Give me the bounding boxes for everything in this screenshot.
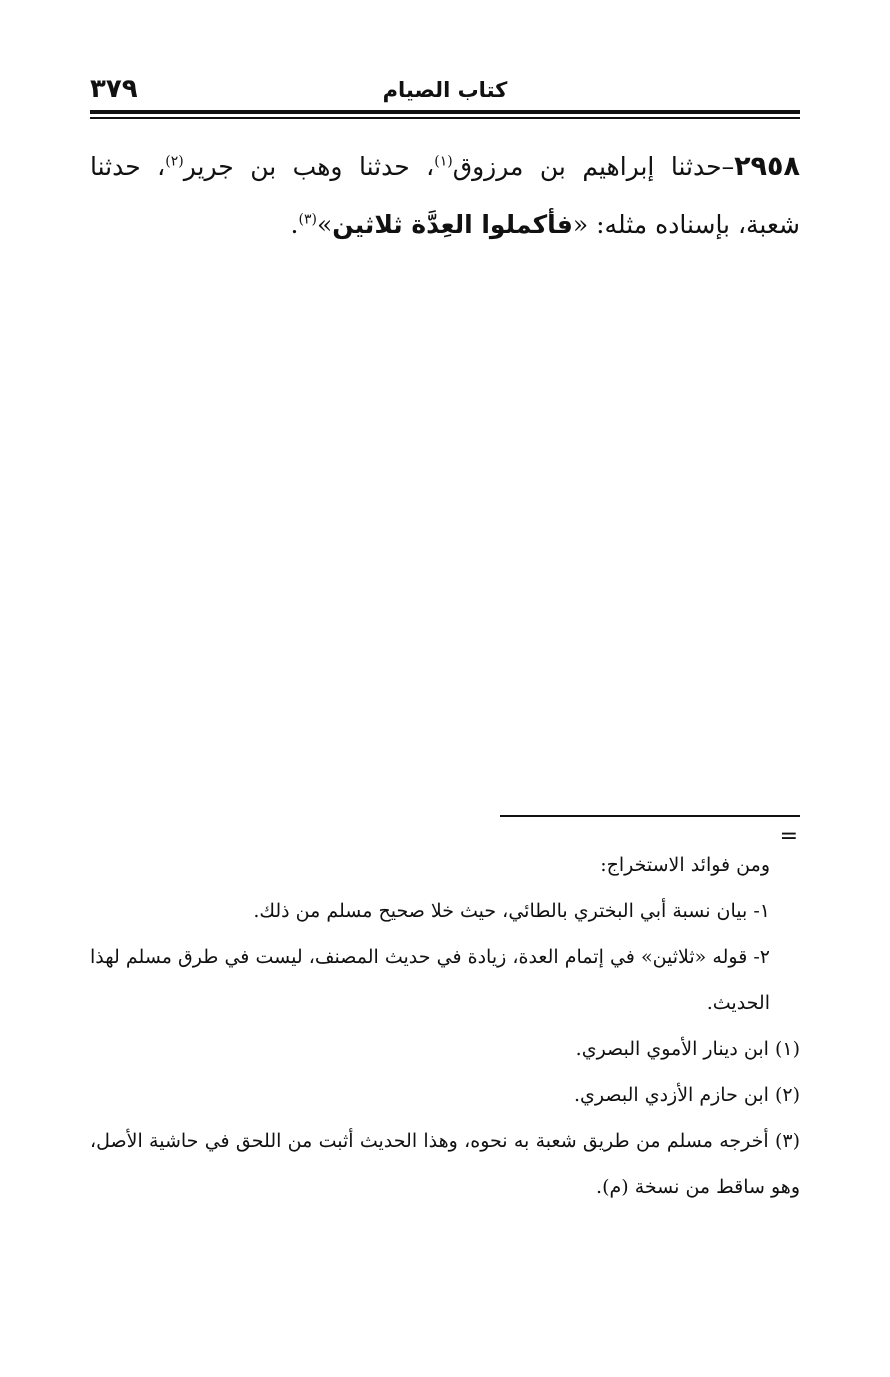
isnad-part-2: ، حدثنا وهب بن جرير xyxy=(183,152,435,181)
benefits-intro: ومن فوائد الاستخراج: xyxy=(600,854,770,876)
hadith-dash: – xyxy=(721,152,735,181)
quote-close: » xyxy=(316,210,333,239)
isnad-part-3: ، حدثنا شعبة، بإسناده مثله: xyxy=(90,152,800,239)
page-header xyxy=(90,68,800,110)
hadith-matn: فأكملوا العِدَّة ثلاثين xyxy=(332,210,573,239)
header-rule-thick xyxy=(90,110,800,114)
sentence-end: . xyxy=(290,210,299,239)
footnote-ref-1[interactable]: (١) xyxy=(434,153,453,170)
isnad-part-1: حدثنا إبراهيم بن مرزوق xyxy=(452,152,722,181)
footnote-separator xyxy=(500,815,800,817)
hadith-text xyxy=(90,138,800,254)
footnotes xyxy=(90,842,800,1210)
quote-open: « xyxy=(572,210,589,239)
footnote-2: (٢) ابن حازم الأزدي البصري. xyxy=(573,1084,800,1106)
hadith-number: ٢٩٥٨ xyxy=(734,151,800,182)
footnote-ref-3[interactable]: (٣) xyxy=(298,211,317,228)
footnote-3: (٣) أخرجه مسلم من طريق شعبة به نحوه، وهذا الحديث أثبت من اللحق في حاشية الأصل، وهو ساقط من نسخة (م). xyxy=(90,1130,800,1198)
footnote-1: (١) ابن دينار الأموي البصري. xyxy=(575,1038,800,1060)
benefit-item-1: ١- بيان نسبة أبي البختري بالطائي، حيث خلا صحيح مسلم من ذلك. xyxy=(253,900,770,922)
benefit-item-2: ٢- قوله «ثلاثين» في إتمام العدة، زيادة في حديث المصنف، ليست في طرق مسلم لهذا الحديث. xyxy=(90,946,770,1014)
running-title: كتاب الصيام xyxy=(382,78,508,102)
header-rule-thin xyxy=(90,117,800,119)
footnote-ref-2[interactable]: (٢) xyxy=(165,153,184,170)
continuation-mark: = xyxy=(779,824,798,849)
page-number: ٣٧٩ xyxy=(90,74,138,104)
